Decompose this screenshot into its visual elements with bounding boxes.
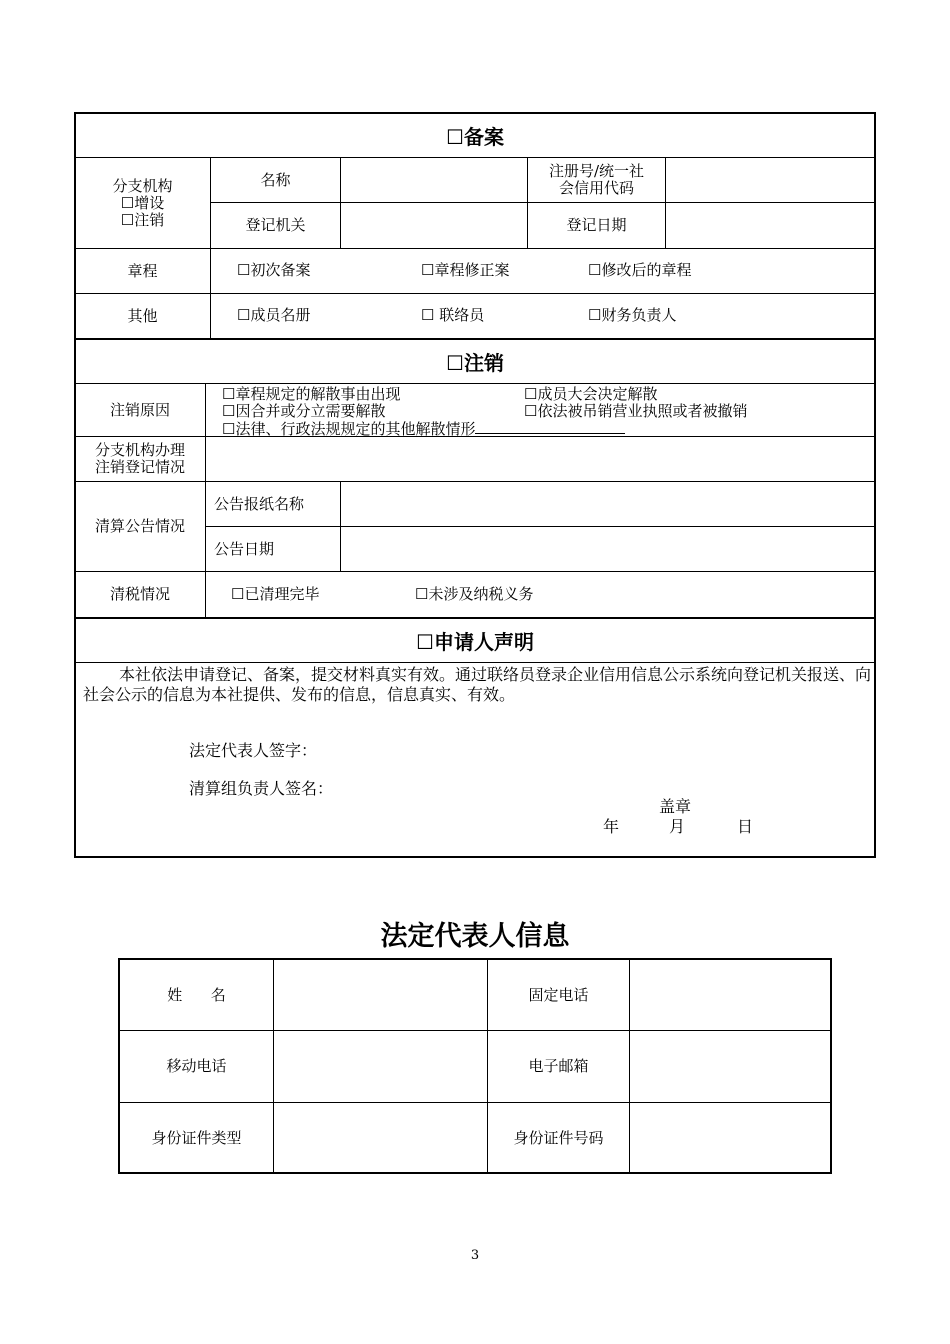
branch-cancel-label — [75, 437, 205, 481]
name-field[interactable] — [341, 158, 527, 202]
tax-label: 清税情况 — [109, 585, 170, 603]
declaration-text: 本社依法申请登记、备案，提交材料真实有效。通过联络员登录企业信用信息公示系统向登记机关报送、向社会公示的信息为本社提供、发布的信息，信息真实、有效。 — [83, 665, 872, 704]
seal-label: 盖章 — [659, 797, 692, 816]
branch-cancel-field[interactable] — [206, 437, 875, 481]
landline-label: 固定电话 — [528, 985, 589, 1004]
reg-no-label-line: 会信用代码 — [558, 179, 634, 197]
mobile-field[interactable] — [274, 1031, 487, 1102]
charter-revised-checkbox[interactable]: ☐修改后的章程 — [588, 261, 692, 279]
reg-no-field[interactable] — [666, 158, 875, 202]
authority-label: 登记机关 — [245, 216, 306, 234]
liquidation-label: 清算公告情况 — [94, 517, 185, 535]
email-field[interactable] — [630, 1031, 830, 1102]
legal-rep-signature-label: 法定代表人签字： — [189, 741, 318, 760]
id-number-field[interactable] — [630, 1103, 830, 1173]
mobile-label: 移动电话 — [166, 1057, 227, 1075]
liaison-checkbox[interactable]: ☐ 联络员 — [421, 306, 485, 324]
other-label: 其他 — [127, 306, 158, 325]
member-list-checkbox[interactable]: ☐成员名册 — [237, 306, 311, 324]
name-label: 名称 — [260, 170, 291, 189]
authority-field[interactable] — [341, 203, 527, 248]
id-type-label: 身份证件类型 — [151, 1128, 242, 1147]
month-label: 月 — [669, 817, 686, 836]
page-number: 3 — [470, 1248, 480, 1263]
branch-cancel-checkbox[interactable]: ☐注销 — [120, 210, 165, 229]
charter-amendment-checkbox[interactable]: ☐章程修正案 — [421, 261, 510, 279]
branch-add-checkbox[interactable]: ☐增设 — [120, 193, 165, 212]
cancel-reason-label: 注销原因 — [109, 400, 170, 419]
charter-label: 章程 — [127, 261, 158, 280]
tax-cleared-checkbox[interactable]: ☐已清理完毕 — [231, 585, 320, 603]
reg-date-field[interactable] — [666, 203, 875, 248]
reason-merger-checkbox[interactable]: ☐因合并或分立需要解散 — [222, 402, 386, 420]
reg-no-label — [528, 158, 665, 202]
reason-charter-checkbox[interactable]: ☐章程规定的解散事由出现 — [222, 385, 401, 403]
branch-cancel-label-line: 分支机构办理 — [94, 441, 185, 459]
rep-name-label: 姓 名 — [167, 985, 226, 1004]
branch-cancel-label-line: 注销登记情况 — [94, 458, 185, 476]
notice-date-label: 公告日期 — [214, 539, 275, 558]
cancel-section-header: ☐注销 — [446, 351, 504, 375]
newspaper-field[interactable] — [341, 482, 875, 526]
id-number-label: 身份证件号码 — [513, 1128, 604, 1147]
declaration-section-header: ☐申请人声明 — [416, 630, 534, 654]
liquidation-signature-label: 清算组负责人签名： — [189, 779, 334, 798]
reg-no-label-line: 注册号/统一社 — [548, 162, 645, 180]
reason-other-label: ☐法律、行政法规规定的其他解散情形 — [222, 420, 476, 438]
reason-assembly-checkbox[interactable]: ☐成员大会决定解散 — [524, 385, 658, 403]
legal-rep-title: 法定代表人信息 — [380, 921, 570, 952]
notice-date-field[interactable] — [341, 527, 875, 571]
reason-other-checkbox[interactable] — [222, 420, 625, 438]
year-label: 年 — [603, 817, 620, 836]
tax-not-involved-checkbox[interactable]: ☐未涉及纳税义务 — [415, 585, 534, 603]
reason-revoked-checkbox[interactable]: ☐依法被吊销营业执照或者被撤销 — [524, 402, 748, 420]
filing-section-header: ☐备案 — [446, 125, 504, 149]
landline-field[interactable] — [630, 960, 830, 1030]
day-label: 日 — [737, 817, 754, 836]
branch-label-line: 分支机构 — [112, 176, 173, 195]
charter-initial-checkbox[interactable]: ☐初次备案 — [237, 261, 311, 279]
finance-head-checkbox[interactable]: ☐财务负责人 — [588, 306, 677, 324]
email-label: 电子邮箱 — [528, 1057, 589, 1075]
reg-date-label: 登记日期 — [566, 216, 627, 234]
reason-other-blank[interactable] — [475, 420, 625, 434]
branch-label — [75, 158, 210, 248]
id-type-field[interactable] — [274, 1103, 487, 1173]
newspaper-label: 公告报纸名称 — [214, 494, 305, 513]
rep-name-field[interactable] — [274, 960, 487, 1030]
